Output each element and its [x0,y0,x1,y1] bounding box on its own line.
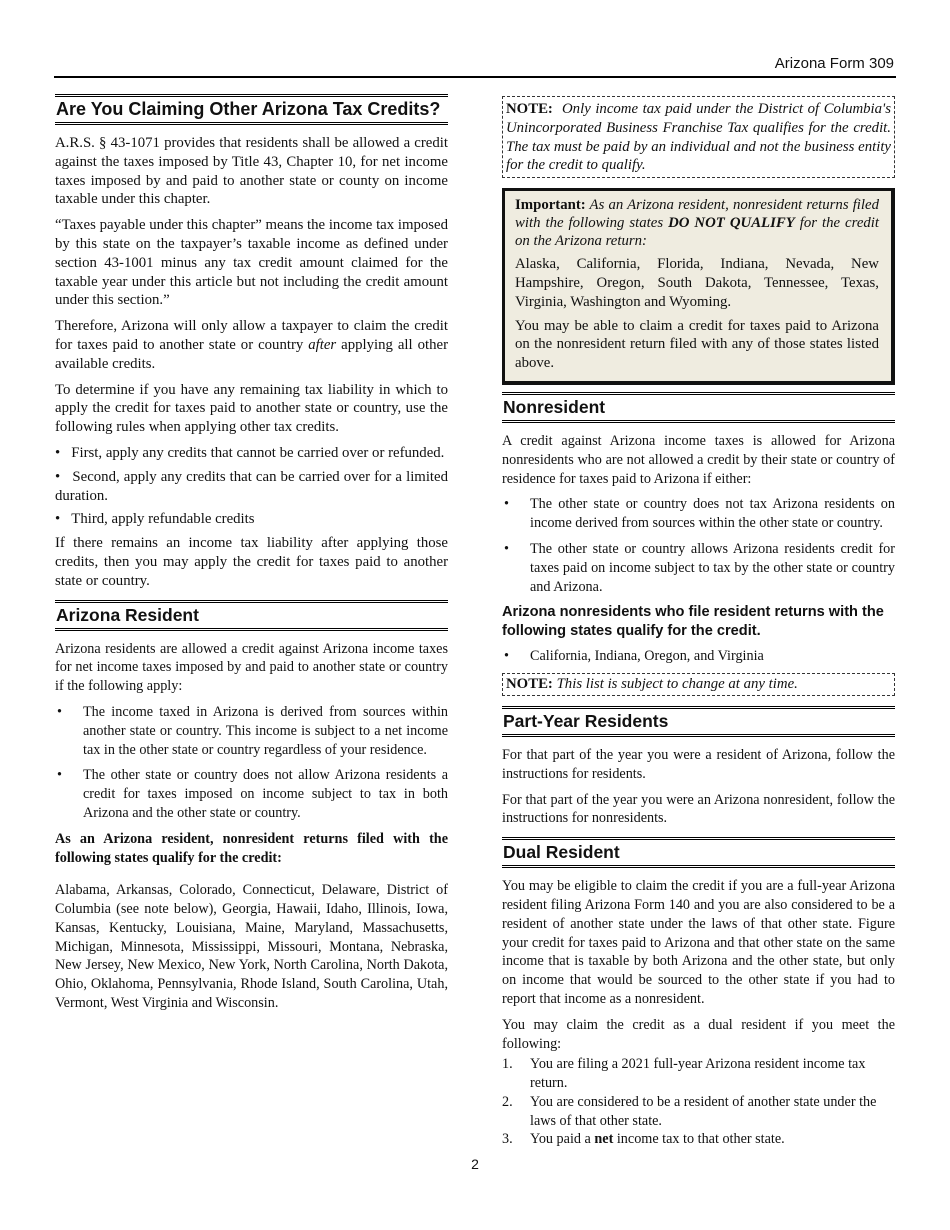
section-heading-part-year: Part-Year Residents [502,706,895,737]
section-heading-nonresident: Nonresident [502,392,895,423]
important-box: Important: As an Arizona resident, nonresident returns filed with the following states DO NOT QUALIFY for the credit on the Arizona return: Alaska, California, Florida, Indiana, Nevada, New Hampshire, Oregon, South Dakota, Tennessee, Texas, Virginia, Washington and Wyoming. You may be able to claim a credit for taxes paid to Arizona on the nonresident return filed with any of those states listed above. [502,188,895,385]
section-heading-other-credits: Are You Claiming Other Arizona Tax Credits? [55,94,448,125]
note-text: Only income tax paid under the District of Columbia's Unincorporated Business Franchise Tax qualifies for the credit. The tax must be paid by an individual and not the business entity for the credit to qualify. [506,101,891,174]
net-emphasis: net [594,1131,614,1148]
section-heading-arizona-resident: Arizona Resident [55,600,448,631]
important-paragraph: You may be able to claim a credit for taxes paid to Arizona on the nonresident return filed with any of those states listed above. [515,317,879,372]
paragraph-dual-eligibility: You may be eligible to claim the credit if you are a full-year Arizona resident filing Arizona Form 140 and you are also considered to be a resident of another state under the laws of that other state. Figure your credit for taxes paid to Arizona and that other state on the same income that is taxable by both Arizona and the other state, but only on income that would be sourced to the other state if you had to report that income as a nonresident. [502,878,895,1007]
paragraph-remaining-liability: If there remains an income tax liability after applying those credits, then you may apply the credit for taxes paid to another state or country. [55,535,448,589]
left-column [55,94,448,1020]
paragraph-part-year-nonresident: For that part of the year you were an Arizona nonresident, follow the instructions for nonresidents. [502,791,895,827]
list-item: • The other state or country allows Arizona residents credit for taxes paid on income subject to tax by the other state or country and Arizona. [504,540,895,595]
rule-item: • Third, apply refundable credits [55,511,255,528]
rule-item: • First, apply any credits that cannot be carried over or refunded. [55,444,445,461]
numbered-item: 3. You paid a net income tax to that other state. [502,1131,785,1148]
numbered-item: 2. You are considered to be a resident of another state under the laws of that other state. [502,1093,877,1129]
right-column [502,96,895,1149]
qualifying-states-statement: As an Arizona resident, nonresident returns filed with the following states qualify for the credit: [55,830,448,866]
section-heading-dual-resident: Dual Resident [502,837,895,868]
list-item: • California, Indiana, Oregon, and Virginia [504,648,764,665]
paragraph-therefore: Therefore, Arizona will only allow a taxpayer to claim the credit for taxes paid to another state or country after applying all other available credits. [55,318,449,372]
list-item: • The other state or country does not allow Arizona residents a credit for taxes imposed on income subject to tax in both Arizona and the other state or country. [57,767,448,821]
page-number: 2 [471,1156,479,1172]
important-label: Important: [515,197,586,214]
paragraph-taxes-payable: “Taxes payable under this chapter” means the income tax imposed by this state on the taxpayer’s taxable income as defined under section 43-1001 minus any tax credit amount claimed for the taxable year under this article but not including the credit amount under this section.” [55,217,448,309]
list-item: • The other state or country does not tax Arizona residents on income derived from sources within the other state or country. [504,496,895,532]
header-rule [54,76,896,78]
non-qualifying-states: Alaska, California, Florida, Indiana, Nevada, New Hampshire, Oregon, South Dakota, Tennessee, Texas, Virginia, Washington and Wyoming. [515,256,879,310]
paragraph-part-year-resident: For that part of the year you were a resident of Arizona, follow the instructions for residents. [502,746,895,782]
note-box-list-change [502,673,895,696]
nonresident-qualify-statement: Arizona nonresidents who file resident returns with the following states qualify for the credit. [502,604,884,640]
note-box-dc [502,96,895,178]
rule-item: • Second, apply any credits that can be carried over for a limited duration. [55,468,449,504]
paragraph-dual-conditions: You may claim the credit as a dual resident if you meet the following: [502,1016,895,1052]
paragraph-determine: To determine if you have any remaining tax liability in which to apply the credit for taxes paid to another state or country, use the following rules when applying other tax credits. [55,381,448,436]
paragraph-resident-intro: Arizona residents are allowed a credit against Arizona income taxes for net income taxes imposed by and paid to another state or country if the following apply: [55,640,448,695]
paragraph-nonresident-intro: A credit against Arizona income taxes is allowed for Arizona nonresidents who are not allowed a credit by their state or country of residence for taxes paid to Arizona if either: [502,432,895,487]
qualifying-states-list: Alabama, Arkansas, Colorado, Connecticut, Delaware, District of Columbia (see note below), Georgia, Hawaii, Idaho, Illinois, Iowa, Kansas, Kentucky, Louisiana, Maine, Maryland, Massachusetts, Michigan, Minnesota, Mississippi, Missouri, Montana, Nebraska, New Jersey, New Mexico, New York, North Carolina, North Dakota, Ohio, Oklahoma, Pennsylvania, Rhode Island, South Carolina, Utah, Vermont, West Virginia and Wisconsin. [55,882,448,1012]
numbered-item: 1. You are filing a 2021 full-year Arizona resident income tax return. [502,1056,866,1092]
do-not-qualify-text: DO NOT QUALIFY [668,215,795,232]
emphasis-after: after [308,336,337,353]
list-item: • The income taxed in Arizona is derived from sources within another state or country. This income is subject to a net income tax in the other state or country regardless of your residence. [57,703,448,758]
paragraph-ars: A.R.S. § 43-1071 provides that residents shall be allowed a credit against the taxes imposed by Title 43, Chapter 10, for net income taxes imposed by and paid to another state or county on income taxable under this chapter. [55,135,448,208]
form-title: Arizona Form 309 [774,55,894,72]
note-label: NOTE: [506,676,553,693]
note-text: This list is subject to change at any time. [556,676,798,693]
note-label: NOTE: [506,101,553,117]
